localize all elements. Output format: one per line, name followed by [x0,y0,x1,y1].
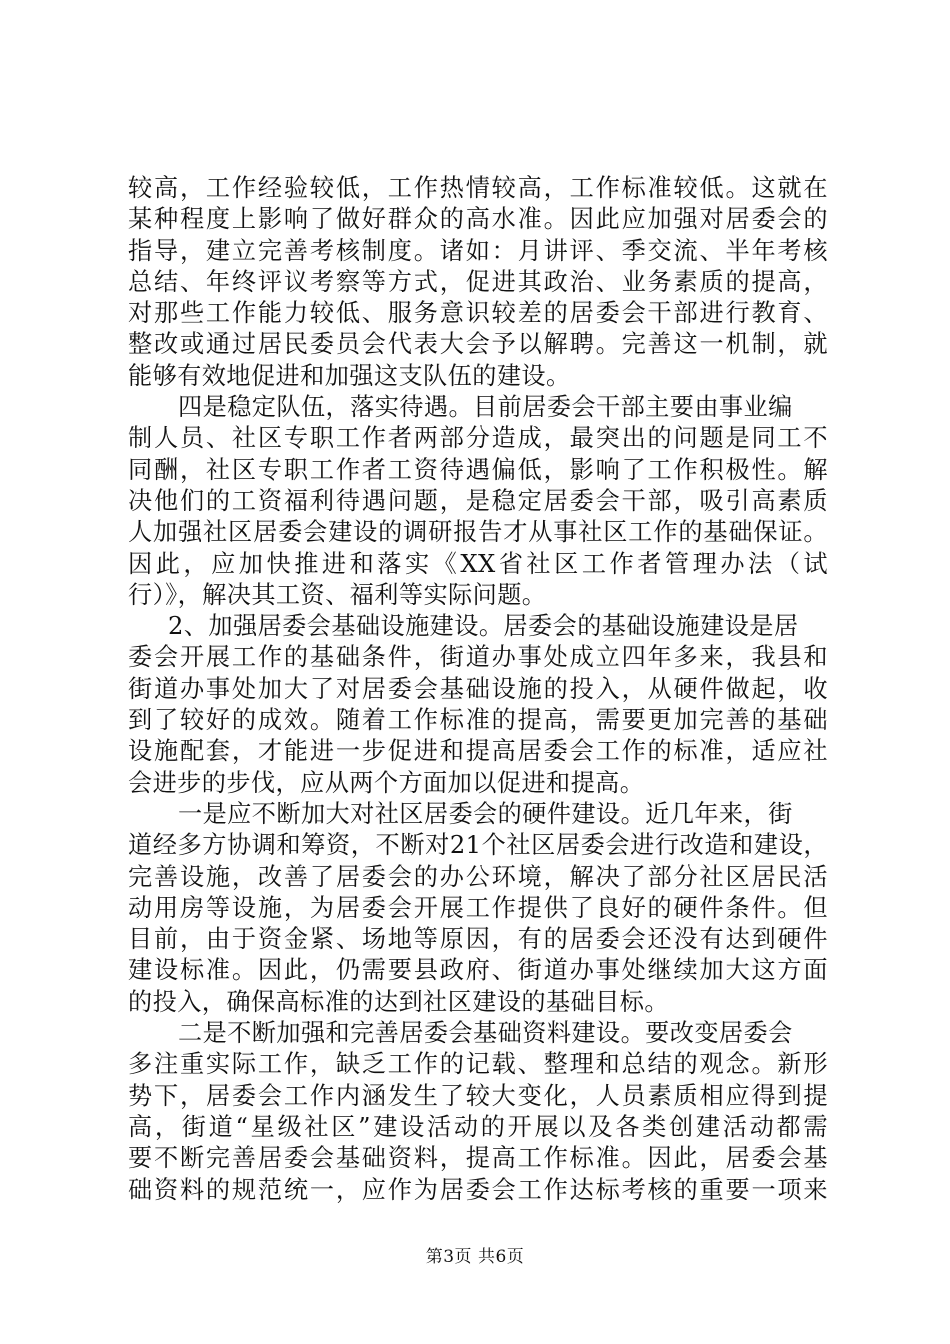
text-line: 础资料的规范统一，应作为居委会工作达标考核的重要一项来 [128,1175,828,1204]
text-line: 要不断完善居委会基础资料，提高工作标准。因此，居委会基 [128,1144,828,1173]
text-line: 道经多方协调和筹资，不断对21个社区居委会进行改造和建设， [128,831,828,860]
text-line: 完善设施，改善了居委会的办公环境，解决了部分社区居民活 [128,862,828,891]
text-line: 会进步的步伐，应从两个方面加以促进和提高。 [128,768,645,797]
text-line: 人加强社区居委会建设的调研报告才从事社区工作的基础保证。 [128,518,828,547]
body-text [128,173,828,1206]
text-line: 势下，居委会工作内涵发生了较大变化，人员素质相应得到提 [128,1081,828,1110]
text-line: 因此，应加快推进和落实《XX省社区工作者管理办法（试 [128,549,828,578]
text-line: 2、加强居委会基础设施建设。居委会的基础设施建设是居 [168,612,799,641]
text-line: 建设标准。因此，仍需要县政府、街道办事处继续加大这方面 [128,956,828,985]
page-footer: 第3页 共6页 [425,1247,525,1267]
text-line: 高，街道“星级社区”建设活动的开展以及各类创建活动都需 [128,1112,828,1141]
text-line: 较高，工作经验较低，工作热情较高，工作标准较低。这就在 [128,174,828,202]
text-line: 同酬，社区专职工作者工资待遇偏低，影响了工作积极性。解 [128,455,828,484]
text-line: 动用房等设施，为居委会开展工作提供了良好的硬件条件。但 [128,893,828,922]
text-line: 街道办事处加大了对居委会基础设施的投入，从硬件做起，收 [128,674,828,703]
text-line: 制人员、社区专职工作者两部分造成，最突出的问题是同工不 [128,424,828,453]
text-line: 设施配套，才能进一步促进和提高居委会工作的标准，适应社 [128,737,828,766]
text-line: 行）》，解决其工资、福利等实际问题。 [128,580,547,609]
text-line: 某种程度上影响了做好群众的高水准。因此应加强对居委会的 [128,205,828,234]
text-line: 四是稳定队伍，落实待遇。目前居委会干部主要由事业编 [178,393,793,422]
text-line: 委会开展工作的基础条件，街道办事处成立四年多来，我县和 [128,643,828,672]
text-line: 整改或通过居民委员会代表大会予以解聘。完善这一机制，就 [128,330,828,359]
text-line: 一是应不断加大对社区居委会的硬件建设。近几年来，街 [178,799,793,828]
text-line: 的投入，确保高标准的达到社区建设的基础目标。 [128,987,669,1016]
text-line: 总结、年终评议考察等方式，促进其政治、业务素质的提高， [128,267,828,296]
text-line: 多注重实际工作，缺乏工作的记载、整理和总结的观念。新形 [128,1050,828,1079]
text-line: 对那些工作能力较低、服务意识较差的居委会干部进行教育、 [128,299,828,328]
text-line: 指导，建立完善考核制度。诸如：月讲评、季交流、半年考核 [128,236,828,265]
text-line: 决他们的工资福利待遇问题，是稳定居委会干部，吸引高素质 [128,486,828,515]
text-line: 目前，由于资金紧、场地等原因，有的居委会还没有达到硬件 [128,925,828,954]
text-line: 能够有效地促进和加强这支队伍的建设。 [128,361,571,390]
text-line: 二是不断加强和完善居委会基础资料建设。要改变居委会 [178,1019,793,1048]
text-line: 到了较好的成效。随着工作标准的提高，需要更加完善的基础 [128,706,828,735]
